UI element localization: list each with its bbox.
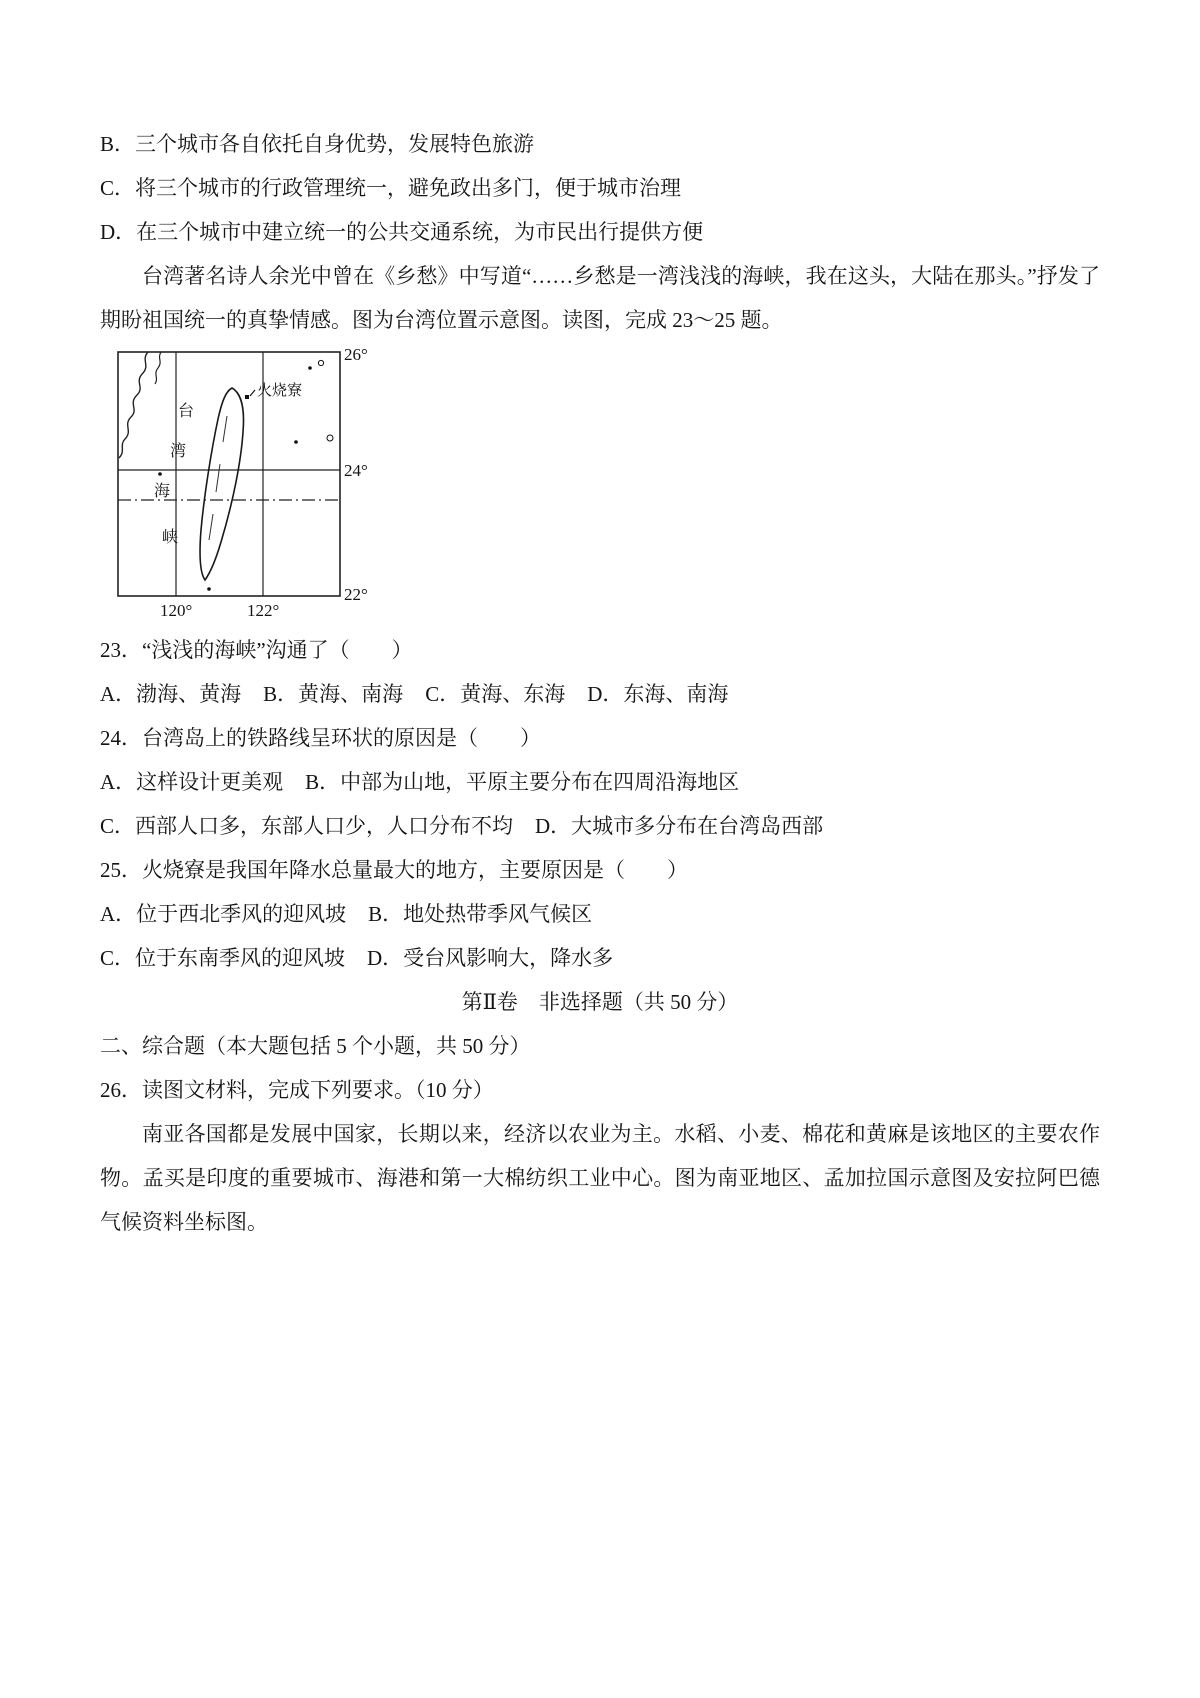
question-26-intro-paragraph: 南亚各国都是发展中国家，长期以来，经济以农业为主。水稻、小麦、棉花和黄麻是该地区的主要农作物。孟买是印度的重要城市、海港和第一大棉纺织工业中心。图为南亚地区、孟加拉国示意图及安拉阿巴德气候资料坐标图。 <box>100 1122 1100 1234</box>
mountain-mark-2 <box>216 464 220 492</box>
q24-option-a: A．这样设计更美观 <box>100 770 284 794</box>
mainland-coastline <box>119 352 148 458</box>
lon-label-122: 122° <box>247 601 280 620</box>
huoshaoliao-label: 火烧寮 <box>257 383 303 399</box>
islet-outline-east <box>327 435 333 441</box>
question-24-options-row2 <box>100 804 1100 848</box>
taiwan-map-figure <box>114 346 394 624</box>
question-24-options-row1 <box>100 760 1100 804</box>
question-25-options-row2 <box>100 936 1100 980</box>
lat-label-26: 26° <box>344 346 368 364</box>
mainland-coastline-detail <box>155 352 161 384</box>
question-26-stem: 26．读图文材料，完成下列要求。（10 分） <box>100 1078 494 1102</box>
q23-option-d: D．东海、南海 <box>587 682 729 706</box>
option-b: B．三个城市各自依托自身优势，发展特色旅游 <box>100 132 535 156</box>
option-d: D．在三个城市中建立统一的公共交通系统，为市民出行提供方便 <box>100 220 704 244</box>
taiwan-location-map <box>114 346 394 624</box>
section-2-heading: 二、综合题（本大题包括 5 个小题，共 50 分） <box>100 1034 531 1058</box>
islet-dot-east <box>294 440 298 444</box>
map-frame <box>118 352 340 596</box>
strait-char-hai: 海 <box>154 483 171 500</box>
q24-option-d: D．大城市多分布在台湾岛西部 <box>535 814 824 838</box>
huoshaoliao-leader-line <box>250 390 255 396</box>
q23-option-a: A．渤海、黄海 <box>100 682 242 706</box>
strait-char-xia: 峡 <box>162 529 179 546</box>
question-24-stem: 24．台湾岛上的铁路线呈环状的原因是（ ） <box>100 726 541 750</box>
q24-option-c: C．西部人口多，东部人口少，人口分布不均 <box>100 814 514 838</box>
question-25-stem: 25．火烧寮是我国年降水总量最大的地方，主要原因是（ ） <box>100 858 688 882</box>
q23-option-b: B．黄海、南海 <box>263 682 404 706</box>
huoshaoliao-marker <box>245 395 249 399</box>
south-islet-dot <box>207 587 211 591</box>
q25-option-a: A．位于西北季风的迎风坡 <box>100 902 347 926</box>
taiwan-intro-paragraph: 台湾著名诗人余光中曾在《乡愁》中写道“……乡愁是一湾浅浅的海峡，我在这头，大陆在那头。”抒发了期盼祖国统一的真挚情感。图为台湾位置示意图。读图，完成 23～25 题。 <box>100 264 1100 332</box>
penghu-dot <box>158 472 162 476</box>
strait-char-wan: 湾 <box>170 443 187 460</box>
lat-label-24: 24° <box>344 461 368 480</box>
lon-label-120: 120° <box>160 601 193 620</box>
islet-outline-northeast <box>318 360 323 365</box>
q24-option-b: B．中部为山地，平原主要分布在四周沿海地区 <box>305 770 740 794</box>
option-c: C．将三个城市的行政管理统一，避免政出多门，便于城市治理 <box>100 176 682 200</box>
q23-option-c: C．黄海、东海 <box>425 682 566 706</box>
mountain-mark-1 <box>223 416 227 442</box>
lat-label-22: 22° <box>344 585 368 604</box>
mountain-mark-3 <box>209 514 213 540</box>
q25-option-c: C．位于东南季风的迎风坡 <box>100 946 346 970</box>
q25-option-b: B．地处热带季风气候区 <box>368 902 593 926</box>
section-2-title: 第Ⅱ卷 非选择题（共 50 分） <box>461 990 739 1014</box>
question-25-options-row1 <box>100 892 1100 936</box>
question-23-stem: 23．“浅浅的海峡”沟通了（ ） <box>100 638 413 662</box>
taiwan-island-outline <box>200 388 243 580</box>
q25-option-d: D．受台风影响大，降水多 <box>367 946 614 970</box>
strait-char-tai: 台 <box>178 403 195 420</box>
islet-dot-northeast <box>308 366 312 370</box>
question-23-options <box>100 672 1100 716</box>
